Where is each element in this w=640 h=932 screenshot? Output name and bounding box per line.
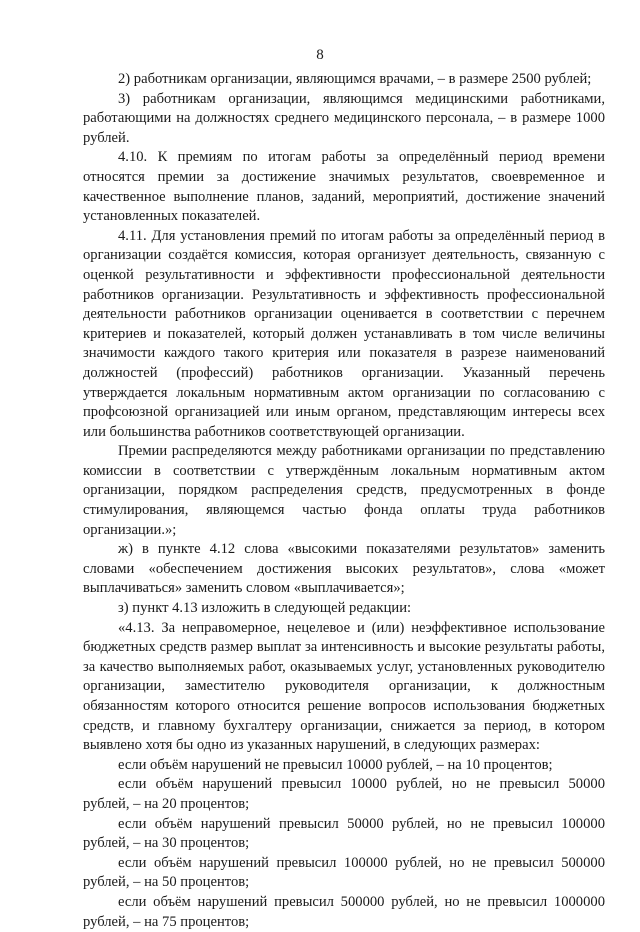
paragraph-4-11: 4.11. Для установления премий по итогам работы за определённый период в организации создаётся комиссия, которая организует деятельность, связанную с оценкой результативности и эффективности профессиональной деятельности работников организации. Результативность и эффективность профессиональной деятельности работников организации оценивается в соответствии с перечнем критериев и показателей, который должен устанавливать в том числе величины значимости каждого такого критерия или показателя в разрезе наименований должностей (профессий) работников организации. Указанный перечень утверждается локальным нормативным актом организации по согласованию с профсоюзной организацией или иным органом, представляющим интересы всех или большинства работников соответствующей организации. xyxy=(83,227,605,440)
violation-tier-3: если объём нарушений превысил 50000 рублей, но не превысил 100000 рублей, – на 30 процентов; xyxy=(83,815,605,852)
paragraph-item-3: 3) работникам организации, являющимся медицинскими работниками, работающими на должностях среднего медицинского персонала, – в размере 1000 рублей. xyxy=(83,90,605,146)
paragraph-premium-distribution: Премии распределяются между работниками организации по представлению комиссии в соответствии с утверждённым локальным нормативным актом организации, порядком распределения средств, предусмотренных в фонде стимулирования, являющемся частью фонда оплаты труда работников организации.»; xyxy=(83,443,605,538)
paragraph-4-10: 4.10. К премиям по итогам работы за определённый период времени относятся премии за достижение значимых результатов, своевременное и качественное выполнение планов, заданий, мероприятий, достижение значений установленных показателей. xyxy=(83,149,605,225)
violation-tier-5: если объём нарушений превысил 500000 рублей, но не превысил 1000000 рублей, – на 75 процентов; xyxy=(83,893,605,930)
violation-tier-4: если объём нарушений превысил 100000 рублей, но не превысил 500000 рублей, – на 50 процентов; xyxy=(83,854,605,891)
violation-tier-1: если объём нарушений не превысил 10000 рублей, – на 10 процентов; xyxy=(118,756,553,773)
paragraph-4-13: «4.13. За неправомерное, нецелевое и (или) неэффективное использование бюджетных средств размер выплат за интенсивность и высокие результаты работы, за качество выполняемых работ, оказываемых услуг, установленных руководителю организации, заместителю руководителя организации, к должностным обязанностям которого относится решение вопросов использования бюджетных средств, и главному бухгалтеру организации, снижается за период, в котором выявлено хотя бы одно из указанных нарушений, в следующих размерах: xyxy=(83,619,605,754)
paragraph-item-2: 2) работникам организации, являющимся врачами, – в размере 2500 рублей; xyxy=(118,71,592,87)
violation-tier-2: если объём нарушений превысил 10000 рублей, но не превысил 50000 рублей, – на 20 процентов; xyxy=(83,776,605,812)
document-body xyxy=(83,70,605,932)
page-number: 8 xyxy=(316,47,324,63)
paragraph-amendment-z: з) пункт 4.13 изложить в следующей редакции: xyxy=(118,600,412,617)
paragraph-amendment-zh: ж) в пункте 4.12 слова «высокими показателями результатов» заменить словами «обеспечением достижения высоких результатов», слова «может выплачиваться» заменить словом «выплачивается»; xyxy=(83,541,605,597)
